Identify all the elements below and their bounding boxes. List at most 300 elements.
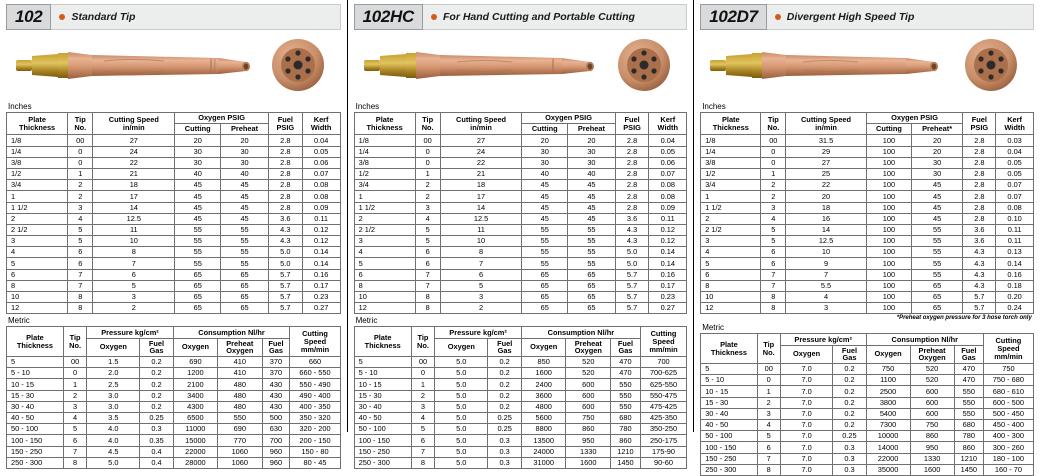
table-cell: 2.8 [268, 135, 302, 146]
table-cell: 65 [912, 292, 963, 303]
col-fuel-psig: Fuel PSIG [963, 113, 996, 135]
imperial-table-body [7, 135, 341, 314]
table-cell: 0 [761, 146, 786, 157]
table-cell: 0.23 [302, 292, 340, 303]
table-cell: 12 [354, 303, 415, 314]
table-cell: 2400 [521, 379, 566, 390]
table-cell: 22 [93, 157, 175, 168]
table-cell: 5.7 [268, 280, 302, 291]
table-cell: 4.3 [963, 269, 996, 280]
table-cell: 12.5 [440, 213, 522, 224]
table-cell: 6 [761, 247, 786, 258]
table-cell: 65 [568, 280, 616, 291]
table-cell: 10 [354, 292, 415, 303]
table-cell: 8 [440, 247, 522, 258]
table-cell: 4 [7, 247, 68, 258]
table-cell: 0.04 [649, 135, 687, 146]
table-row [7, 280, 341, 291]
table-cell: 3600 [521, 390, 566, 401]
table-cell: 7 [411, 446, 434, 457]
table-cell: 30 [568, 157, 616, 168]
table-row [701, 442, 1034, 453]
table-row [701, 303, 1034, 314]
table-cell: 30 [912, 168, 963, 179]
table-cell: 1 1/2 [701, 202, 761, 213]
unit-label-imperial: Inches [355, 102, 380, 111]
table-cell: 2 [63, 390, 86, 401]
table-row [701, 135, 1034, 146]
table-cell: 5.7 [615, 269, 649, 280]
table-cell: 600 [910, 397, 954, 408]
table-cell: 12 [7, 303, 68, 314]
table-cell: 55 [175, 258, 221, 269]
col-cutting-speed: Cutting Speed in/min [786, 113, 867, 135]
table-cell: 4 [701, 247, 761, 258]
table-cell: 5 - 10 [354, 368, 411, 379]
table-cell: 0.05 [996, 168, 1033, 179]
table-cell: 4.3 [963, 258, 996, 269]
table-cell: 7 [68, 280, 93, 291]
table-cell: 3400 [173, 390, 217, 401]
table-cell: 480 [218, 379, 262, 390]
table-cell: 690 [173, 357, 217, 368]
col-tip-no: Tip No. [415, 113, 440, 135]
table-cell: 5 [7, 258, 68, 269]
table-cell: 0.14 [649, 258, 687, 269]
table-cell: 40 - 50 [354, 413, 411, 424]
table-cell: 100 [866, 269, 911, 280]
table-cell: 550 [954, 386, 983, 397]
table-cell: 2.8 [615, 202, 649, 213]
table-cell: 1 [701, 191, 761, 202]
table-row [354, 157, 687, 168]
table-cell: 1/8 [7, 135, 68, 146]
table-cell: 45 [568, 213, 616, 224]
table-cell: 100 [866, 280, 911, 291]
table-cell: 40 - 50 [701, 420, 757, 431]
table-cell: 65 [175, 269, 221, 280]
table-cell: 22 [786, 180, 867, 191]
table-cell: 2 [354, 213, 415, 224]
table-cell: 5 [68, 224, 93, 235]
table-cell: 21 [93, 168, 175, 179]
table-cell: 5.0 [268, 247, 302, 258]
table-cell: 0.05 [302, 146, 340, 157]
table-cell: 100 [866, 213, 911, 224]
table-cell: 0.12 [302, 236, 340, 247]
table-cell: 960 [262, 446, 290, 457]
table-cell: 430 [262, 401, 290, 412]
table-cell: 10 [93, 236, 175, 247]
table-cell: 8 [63, 457, 86, 468]
table-cell: 5.0 [615, 258, 649, 269]
table-cell: 0 [411, 368, 434, 379]
table-cell: 0.06 [649, 157, 687, 168]
table-cell: 1/4 [7, 146, 68, 157]
table-cell: 8 [701, 280, 761, 291]
table-cell: 65 [175, 280, 221, 291]
table-cell: 5.7 [268, 292, 302, 303]
table-cell: 10 [786, 247, 867, 258]
table-cell: 29 [786, 146, 867, 157]
table-cell: 55 [522, 247, 568, 258]
table-cell: 0.12 [302, 224, 340, 235]
table-cell: 7 [757, 453, 780, 464]
col-plate-thickness: Plate Thickness [701, 113, 761, 135]
table-cell: 2 [761, 191, 786, 202]
table-cell: 00 [411, 357, 434, 368]
table-cell: 7300 [866, 420, 910, 431]
col-oxygen-cutting: Cutting [522, 124, 568, 135]
table-cell: 0.05 [996, 157, 1033, 168]
table-cell: 200 - 150 [290, 435, 340, 446]
table-cell: 160 - 70 [984, 464, 1034, 475]
table-cell: 8 [757, 464, 780, 475]
col-pressure: Pressure kg/cm² [780, 334, 866, 345]
table-cell: 520 [910, 375, 954, 386]
table-cell: 14 [786, 224, 867, 235]
table-cell: 0.07 [302, 168, 340, 179]
table-cell: 30 [522, 157, 568, 168]
table-row [701, 146, 1034, 157]
table-cell: 5 [757, 431, 780, 442]
table-cell: 480 [218, 390, 262, 401]
tip-images [354, 34, 688, 100]
table-cell: 0 [757, 375, 780, 386]
table-cell: 0 [68, 146, 93, 157]
table-cell: 0.27 [649, 303, 687, 314]
table-cell: 0.25 [140, 413, 173, 424]
table-row [701, 420, 1034, 431]
table-cell: 17 [93, 191, 175, 202]
table-cell: 4 [415, 213, 440, 224]
table-cell: 13500 [521, 435, 566, 446]
table-cell: 4 [63, 413, 86, 424]
table-cell: 5 - 10 [7, 368, 64, 379]
table-cell: 0.07 [996, 191, 1033, 202]
table-cell: 5.0 [435, 401, 488, 412]
table-cell: 10 - 15 [701, 386, 757, 397]
table-cell: 0.20 [996, 292, 1033, 303]
table-row [354, 191, 687, 202]
col-cutting-speed-metric: Cutting Speed mm/min [290, 327, 340, 357]
col-fuel-psig: Fuel PSIG [615, 113, 649, 135]
table-cell: 0.16 [302, 269, 340, 280]
table-cell: 20 [175, 135, 221, 146]
table-row [354, 303, 687, 314]
table-cell: 2 [701, 213, 761, 224]
table-row [701, 247, 1034, 258]
table-cell: 0.14 [649, 247, 687, 258]
table-cell: 2.8 [615, 135, 649, 146]
table-cell: 25 [786, 168, 867, 179]
table-cell: 2500 [866, 386, 910, 397]
unit-label-metric: Metric [702, 323, 724, 333]
table-cell: 65 [522, 269, 568, 280]
table-cell: 50 - 100 [701, 431, 757, 442]
table-cell: 65 [221, 292, 269, 303]
table-cell: 600 - 500 [984, 397, 1034, 408]
table-row [7, 157, 341, 168]
table-cell: 5.0 [615, 247, 649, 258]
table-cell: 700 [262, 435, 290, 446]
metric-table [700, 333, 1034, 476]
table-cell: 30 [221, 146, 269, 157]
table-cell: 750 [910, 420, 954, 431]
table-cell: 45 [568, 180, 616, 191]
cutting-tip-photo [362, 34, 612, 98]
table-cell: 45 [175, 180, 221, 191]
col-oxygen-preheat: Preheat [221, 124, 269, 135]
table-cell: 00 [63, 357, 86, 368]
table-cell: 0.08 [649, 191, 687, 202]
col-fuel-psig: Fuel PSIG [268, 113, 302, 135]
table-row [354, 390, 687, 401]
table-cell: 7 [440, 258, 522, 269]
table-cell: 10 - 15 [354, 379, 411, 390]
table-cell: 45 [175, 213, 221, 224]
table-cell: 5.0 [435, 413, 488, 424]
table-cell: 700-625 [640, 368, 686, 379]
table-cell: 3.5 [87, 413, 140, 424]
table-cell: 65 [522, 280, 568, 291]
table-cell: 0.3 [833, 453, 866, 464]
table-cell: 7 [68, 269, 93, 280]
table-cell: 1 [354, 191, 415, 202]
metric-table-body [701, 364, 1034, 476]
table-cell: 4 [354, 247, 415, 258]
table-cell: 7 [63, 446, 86, 457]
table-cell: 4 [761, 213, 786, 224]
col-pressure-fuel: Fuel Gas [833, 345, 866, 364]
table-cell: 40 - 50 [7, 413, 64, 424]
table-row [701, 213, 1034, 224]
table-row [7, 213, 341, 224]
table-cell: 0.27 [302, 303, 340, 314]
table-cell: 2 [440, 303, 522, 314]
table-cell: 0.4 [140, 457, 173, 468]
table-cell: 0.3 [140, 424, 173, 435]
table-cell: 0.18 [996, 280, 1033, 291]
table-cell: 3.6 [615, 213, 649, 224]
table-cell: 31.5 [786, 135, 867, 146]
table-cell: 100 [866, 303, 911, 314]
table-row [354, 446, 687, 457]
table-cell: 3.0 [87, 390, 140, 401]
table-row [7, 390, 341, 401]
table-row [354, 457, 687, 468]
table-cell: 5 [63, 424, 86, 435]
table-cell: 00 [68, 135, 93, 146]
table-cell: 0.2 [140, 401, 173, 412]
table-row [701, 453, 1034, 464]
table-cell: 5 [761, 236, 786, 247]
table-cell: 50 - 100 [354, 424, 411, 435]
metric-table-body [354, 357, 687, 469]
table-row [354, 280, 687, 291]
table-cell: 0.3 [488, 446, 522, 457]
table-cell: 0.23 [649, 292, 687, 303]
table-cell: 550 [954, 397, 983, 408]
table-cell: 30 [522, 146, 568, 157]
table-cell: 10 [440, 236, 522, 247]
table-cell: 0.08 [302, 180, 340, 191]
table-cell: 0.4 [140, 446, 173, 457]
table-row [354, 413, 687, 424]
tip-model-tag: 102D7 [700, 4, 767, 30]
bullet-icon [59, 14, 65, 20]
table-row [7, 357, 341, 368]
table-cell: 0.2 [488, 401, 522, 412]
panel-header-subtitle-bar [51, 4, 340, 30]
table-cell: 0.2 [140, 357, 173, 368]
table-row [701, 397, 1034, 408]
table-cell: 0.12 [649, 236, 687, 247]
col-plate-thickness: Plate Thickness [7, 113, 68, 135]
table-cell: 0.11 [302, 213, 340, 224]
table-cell: 22000 [173, 446, 217, 457]
table-cell: 750 [984, 364, 1034, 375]
table-cell: 100 [866, 247, 911, 258]
table-cell: 550 [611, 390, 641, 401]
table-cell: 55 [221, 236, 269, 247]
table-row [701, 191, 1034, 202]
metric-table [354, 326, 688, 469]
table-cell: 0 [68, 157, 93, 168]
bullet-icon [775, 14, 781, 20]
table-cell: 7.0 [780, 408, 833, 419]
table-cell: 55 [221, 247, 269, 258]
table-cell: 680 - 610 [984, 386, 1034, 397]
table-cell: 250 - 300 [7, 457, 64, 468]
table-cell: 4 [757, 420, 780, 431]
imperial-table [354, 112, 688, 314]
table-cell: 40 [568, 168, 616, 179]
table-cell: 27 [93, 135, 175, 146]
table-cell: 55 [912, 258, 963, 269]
imperial-table-body [354, 135, 687, 314]
panel-102 [0, 0, 347, 467]
table-cell: 5400 [866, 408, 910, 419]
table-cell: 2.8 [268, 168, 302, 179]
table-cell: 520 [566, 357, 611, 368]
table-cell: 100 - 150 [354, 435, 411, 446]
table-cell: 45 [175, 202, 221, 213]
table-cell: 0.2 [140, 390, 173, 401]
table-cell: 550 [611, 401, 641, 412]
table-cell: 1600 [566, 457, 611, 468]
table-cell: 2.8 [963, 213, 996, 224]
table-cell: 30 [175, 146, 221, 157]
table-cell: 1/4 [701, 146, 761, 157]
table-cell: 20 [221, 135, 269, 146]
table-cell: 5.0 [435, 457, 488, 468]
table-cell: 55 [568, 258, 616, 269]
table-cell: 5.0 [435, 424, 488, 435]
table-cell: 2.8 [963, 180, 996, 191]
table-cell: 9 [786, 258, 867, 269]
tip-model-tag: 102HC [354, 4, 423, 30]
table-cell: 860 [611, 435, 641, 446]
table-cell: 3 [786, 303, 867, 314]
table-cell: 3.6 [268, 213, 302, 224]
table-cell: 4 [411, 413, 434, 424]
table-cell: 21 [440, 168, 522, 179]
col-oxygen-cutting: Cutting [175, 124, 221, 135]
table-cell: 0.11 [996, 224, 1033, 235]
table-cell: 0.08 [302, 191, 340, 202]
table-cell: 950 [910, 442, 954, 453]
table-cell: 55 [522, 258, 568, 269]
table-cell: 8 [761, 292, 786, 303]
table-cell: 0.2 [833, 375, 866, 386]
table-cell: 0.25 [488, 413, 522, 424]
table-cell: 20 [522, 135, 568, 146]
imperial-table [6, 112, 341, 314]
table-row [701, 157, 1034, 168]
table-cell: 1/8 [354, 135, 415, 146]
tip-face-photo [962, 36, 1020, 94]
table-cell: 0 [761, 157, 786, 168]
panel-header [6, 4, 341, 30]
table-row [7, 202, 341, 213]
col-plate-thickness-metric: Plate Thickness [701, 334, 757, 364]
table-cell: 1210 [611, 446, 641, 457]
table-row [7, 258, 341, 269]
table-cell: 2 1/2 [7, 224, 68, 235]
table-cell: 65 [175, 303, 221, 314]
table-cell: 7.0 [780, 420, 833, 431]
table-cell: 100 [866, 258, 911, 269]
table-cell: 5.5 [786, 280, 867, 291]
table-cell: 6 [701, 269, 761, 280]
table-cell: 15000 [173, 435, 217, 446]
table-cell: 1060 [218, 457, 262, 468]
table-cell: 3/8 [701, 157, 761, 168]
table-cell: 0.2 [488, 357, 522, 368]
table-cell: 1200 [173, 368, 217, 379]
table-cell: 4 [786, 292, 867, 303]
tip-subtitle: Standard Tip [71, 11, 136, 23]
tip-face-photo [269, 36, 327, 94]
col-consumption: Consumption Nl/hr [866, 334, 984, 345]
table-cell: 860 [566, 424, 611, 435]
table-cell: 600 [910, 408, 954, 419]
table-row [7, 180, 341, 191]
table-cell: 4.3 [268, 224, 302, 235]
table-cell: 0.10 [996, 213, 1033, 224]
table-cell: 90-60 [640, 457, 686, 468]
table-cell: 600 [566, 390, 611, 401]
table-cell: 45 [522, 213, 568, 224]
table-cell: 2.0 [87, 368, 140, 379]
col-cons-fuel: Fuel Gas [262, 338, 290, 357]
table-cell: 80 - 45 [290, 457, 340, 468]
table-row [354, 247, 687, 258]
table-cell: 3.6 [963, 236, 996, 247]
table-cell: 55 [912, 236, 963, 247]
table-row [701, 258, 1034, 269]
table-cell: 30 - 40 [7, 401, 64, 412]
table-cell: 55 [175, 224, 221, 235]
table-cell: 700 [640, 357, 686, 368]
imperial-table [700, 112, 1034, 314]
col-tip-no: Tip No. [761, 113, 786, 135]
table-cell: 55 [912, 269, 963, 280]
table-row [7, 247, 341, 258]
table-cell: 680 [611, 413, 641, 424]
table-cell: 1/2 [7, 168, 68, 179]
